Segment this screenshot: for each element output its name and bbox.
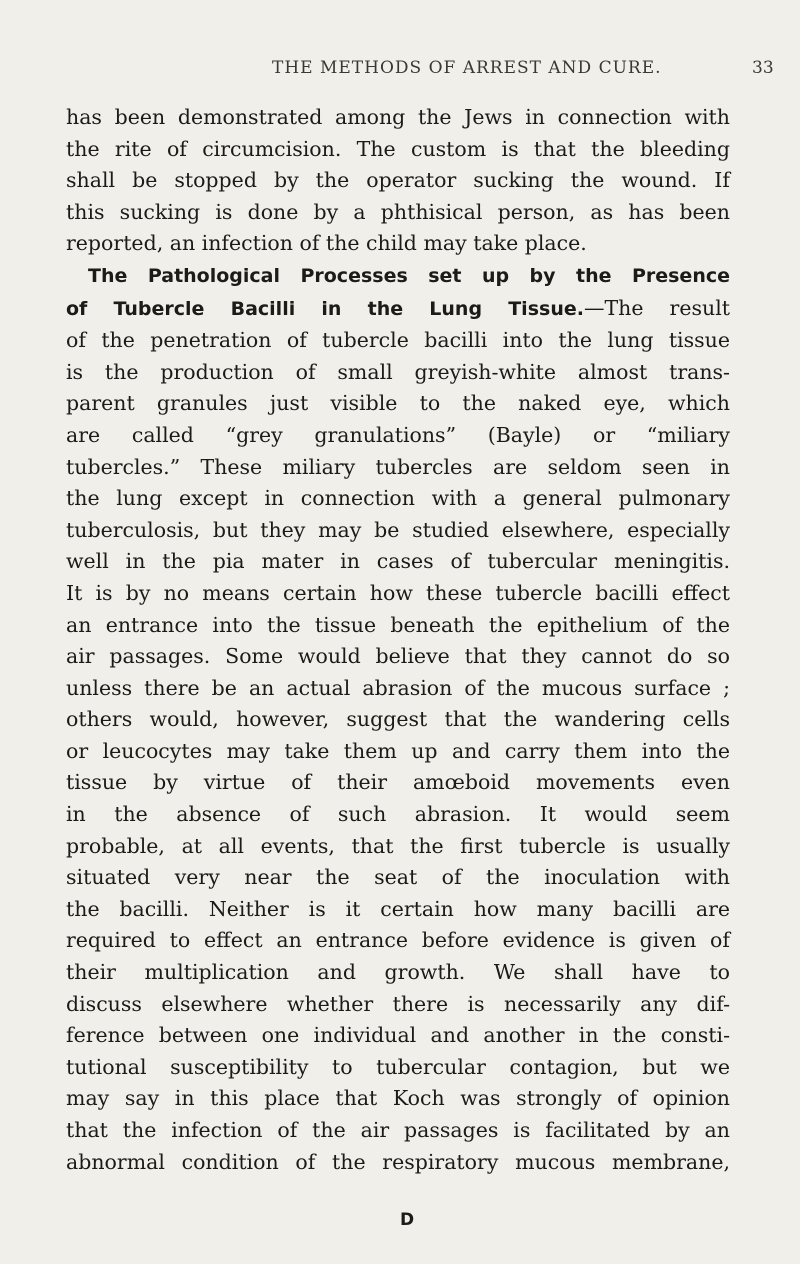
text-line: are called “grey granulations” (Bayle) or “miliary	[66, 422, 730, 447]
text-line: air passages. Some would believe that they cannot do so	[66, 644, 730, 669]
text-line: well in the pia mater in cases of tubercular meningitis.	[66, 549, 730, 574]
page-number: 33	[752, 58, 774, 78]
text-line: parent granules just visible to the naked eye, which	[66, 391, 730, 416]
section-heading-line	[66, 260, 730, 293]
paragraph-1	[66, 102, 730, 260]
signature-letter: D	[400, 1210, 415, 1230]
running-head: THE METHODS OF ARREST AND CURE.	[272, 58, 662, 78]
text-line: this sucking is done by a phthisical person, as has been	[66, 199, 730, 224]
text-line: their multiplication and growth. We shall have to	[66, 960, 730, 985]
page-body	[66, 102, 730, 1178]
section-heading-part-1: The Pathological Processes set up by the Presence	[88, 264, 730, 287]
text-line: It is by no means certain how these tubercle bacilli effect	[66, 580, 730, 605]
signature-mark	[0, 1210, 800, 1234]
text-line: tutional susceptibility to tubercular contagion, but we	[66, 1054, 730, 1079]
text-line: an entrance into the tissue beneath the epithelium of the	[66, 612, 730, 637]
text-line: the rite of circumcision. The custom is that the bleeding	[66, 136, 730, 161]
section-heading-part-2: of Tubercle Bacilli in the Lung Tissue.	[66, 297, 584, 320]
text-line: is the production of small greyish-white almost trans-	[66, 359, 730, 384]
text-line: tubercles.” These miliary tubercles are seldom seen in	[66, 454, 730, 479]
text-line: in the absence of such abrasion. It would seem	[66, 802, 730, 827]
text-line: may say in this place that Koch was strongly of opinion	[66, 1086, 730, 1111]
text-line: unless there be an actual abrasion of the mucous surface ;	[66, 675, 730, 700]
text-line: or leucocytes may take them up and carry them into the	[66, 738, 730, 763]
text-line: tissue by virtue of their amœboid movements even	[66, 770, 730, 795]
text-line: that the infection of the air passages is facilitated by an	[66, 1118, 730, 1142]
text-line: situated very near the seat of the inoculation with	[66, 865, 730, 890]
paragraph-2	[66, 260, 730, 1178]
text-line: of the penetration of tubercle bacilli into the lung tissue	[66, 328, 730, 353]
text-line: ference between one individual and another in the consti-	[66, 1023, 730, 1048]
page-header	[0, 58, 800, 88]
text-line: probable, at all events, that the first tubercle is usually	[66, 833, 730, 858]
text-line: the bacilli. Neither is it certain how many bacilli are	[66, 896, 730, 921]
text-line: others would, however, suggest that the wandering cells	[66, 707, 730, 732]
text-line: shall be stopped by the operator sucking the wound. If	[66, 168, 730, 193]
text-line: required to effect an entrance before evidence is given of	[66, 928, 730, 953]
heading-continuation: —The result	[583, 295, 730, 320]
text-line	[66, 293, 730, 326]
text-line: has been demonstrated among the Jews in connection with	[66, 105, 730, 129]
text-line: discuss elsewhere whether there is necessarily any dif-	[66, 991, 730, 1016]
text-line: tuberculosis, but they may be studied elsewhere, especially	[66, 517, 730, 542]
text-line: abnormal condition of the respiratory mucous membrane,	[66, 1149, 730, 1174]
text-line: reported, an infection of the child may take place.	[66, 231, 587, 256]
text-line: the lung except in connection with a general pulmonary	[66, 486, 730, 511]
